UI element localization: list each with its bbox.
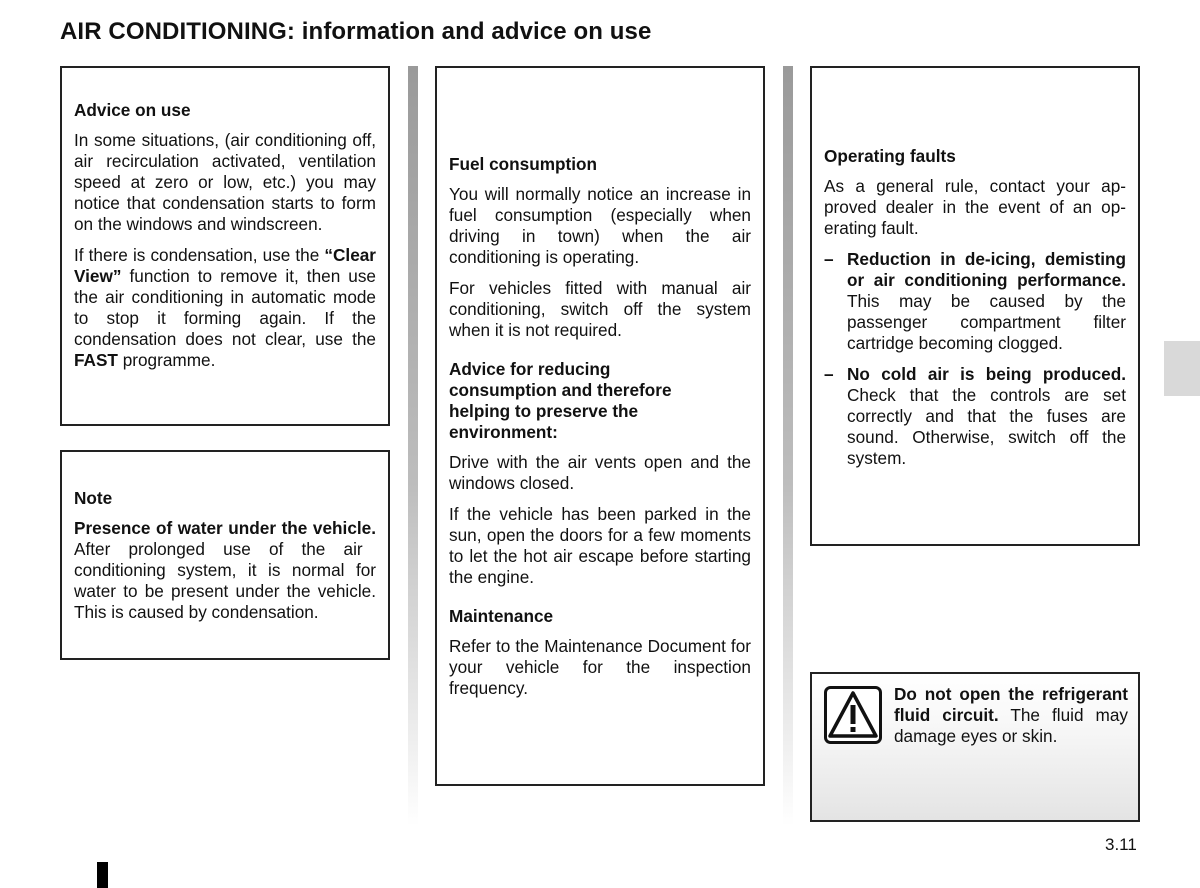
- fault-item-dash: –: [824, 364, 834, 384]
- page-number: 3.11: [1105, 835, 1137, 854]
- advice-heading: Advice on use: [74, 100, 191, 120]
- fault-item-bold: Reduction in de-icing, demisting or air conditioning performance.: [847, 249, 1126, 290]
- print-mark: [97, 862, 108, 888]
- advice-on-use-box: [60, 66, 390, 426]
- faults-intro: As a general rule, contact your approved dealer in the event of an operating fault.: [824, 176, 1126, 238]
- fault-item-bold: No cold air is being produced.: [847, 364, 1126, 384]
- fuel-consumption-box: [435, 66, 765, 786]
- column-separator-right: [783, 66, 793, 826]
- reduce-heading: Advice for reducing consumption and therefore helping to preserve the environment:: [449, 359, 672, 442]
- note-box: [60, 450, 390, 660]
- maintenance-heading: Maintenance: [449, 606, 554, 626]
- clear-view-label: “Clear View”: [74, 245, 376, 286]
- maintenance-paragraph: Refer to the Maintenance Document for your vehicle for the inspection frequency.: [449, 636, 751, 698]
- reduce-paragraph-1: Drive with the air vents open and the windows closed.: [449, 452, 751, 493]
- refrigerant-warning-box: [810, 672, 1140, 822]
- advice-paragraph-1: In some situations, (air conditioning off, air recirculation activated, ventilation speed at zero or low, etc.) you may notice that condensation starts to form on the windows and windscreen.: [74, 130, 376, 234]
- warning-bold-text: Do not open the refrigerant fluid circuit.: [894, 684, 1128, 725]
- fault-item-text: Check that the controls are set correctly and that the fuses are sound. Otherwise, switch off the system.: [847, 385, 1126, 468]
- reduce-paragraph-2: If the vehicle has been parked in the sun, open the doors for a few moments to let the hot air escape before starting the engine.: [449, 504, 751, 587]
- note-bold-text: Presence of water under the vehicle.: [74, 518, 376, 538]
- note-paragraph: [74, 518, 376, 623]
- advice-p2-text-c: programme.: [117, 350, 216, 370]
- page-title: AIR CONDITIONING: information and advice on use: [60, 18, 652, 45]
- advice-paragraph-2: [74, 245, 376, 371]
- fault-item: [824, 249, 1126, 354]
- advice-p2-text-b: function to remove it, then use the air conditioning in automatic mode to stop it forming again. If the condensation does not clear, use the: [74, 266, 376, 349]
- warning-text: [894, 684, 1128, 747]
- note-heading: Note: [74, 488, 113, 508]
- note-text: After prolonged use of the air conditioning system, it is normal for water to be present under the vehicle. This is caused by condensation.: [74, 539, 376, 622]
- warning-plain-text: The fluid may damage eyes or skin.: [894, 705, 1128, 746]
- fast-label: FAST: [74, 350, 118, 370]
- faults-heading: Operating faults: [824, 146, 956, 166]
- column-separator-left: [408, 66, 418, 826]
- advice-p2-text-a: If there is condensation, use the: [74, 245, 325, 265]
- fault-item: [824, 364, 1126, 469]
- chapter-thumb-tab: [1164, 341, 1200, 396]
- fuel-paragraph-1: You will normally notice an increase in fuel consumption (especially when driving in town) when the air conditioning is operating.: [449, 184, 751, 267]
- fault-item-text: This may be caused by the passenger compartment filter cartridge becoming clogged.: [847, 291, 1126, 353]
- operating-faults-box: [810, 66, 1140, 546]
- warning-triangle-icon: [824, 686, 882, 744]
- fuel-heading: Fuel consumption: [449, 154, 597, 174]
- fuel-paragraph-2: For vehicles fitted with manual air conditioning, switch off the system when it is not required.: [449, 278, 751, 340]
- fault-item-dash: –: [824, 249, 834, 269]
